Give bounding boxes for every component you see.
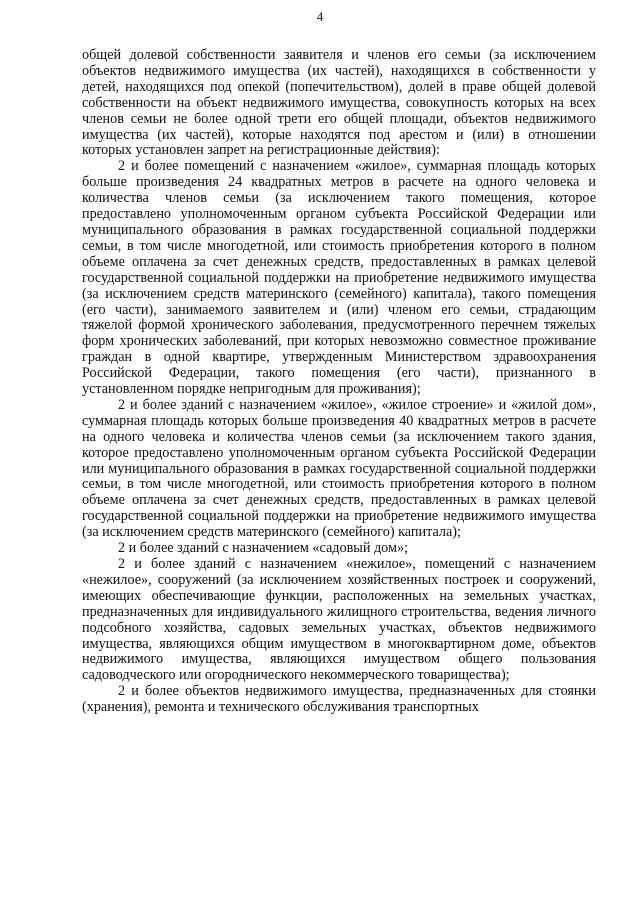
paragraph-intro-continuation: общей долевой собственности заявителя и членов его семьи (за исключением объектов недвижимого имущества (их частей), находящихся в собственности у детей, находящихся под опекой (попечительством), долей в праве общей долевой собственности на объект недвижимого имущества, совокупность которых на всех членов семьи не более одной трети его общей площади, объектов недвижимого имущества (их частей), которые находятся под арестом и (или) в отношении которых установлен запрет на регистрационные действия): (82, 47, 596, 159)
paragraph-non-residential: 2 и более зданий с назначением «нежилое», помещений с назначением «нежилое», сооружений (за исключением хозяйственных построек и сооружений, имеющих обеспечивающие функции, расположенных на земельных участках, предназначенных для индивидуального жилищного строительства, ведения личного подсобного хозяйства, садовых земельных участках, объектов недвижимого имущества, являющихся общим имуществом в многоквартирном доме, объектов недвижимого имущества, являющихся имуществом общего пользования садоводческого или огороднического некоммерческого товарищества); (82, 556, 596, 684)
page-number: 4 (316, 9, 324, 24)
paragraph-residential-premises: 2 и более помещений с назначением «жилое», суммарная площадь которых больше произведения 24 квадратных метров в расчете на одного человека и количества членов семьи (за исключением такого помещения, которое предоставлено уполномоченным органом субъекта Российской Федерации или муниципального образования в рамках государственной социальной поддержки семьи, в том числе многодетной, или стоимость приобретения которого в полном объеме оплачена за счет денежных средств, предоставленных в рамках целевой государственной социальной поддержки на приобретение недвижимого имущества (за исключением средств материнского (семейного) капитала), такого помещения (его части), занимаемого заявителем и (или) членом его семьи, страдающим тяжелой формой хронического заболевания, предусмотренного перечнем тяжелых форм хронических заболеваний, при которых невозможно совместное проживание граждан в одной квартире, утвержденным Министерством здравоохранения Российской Федерации, такого помещения (его части), признанного в установленном порядке непригодным для проживания); (82, 158, 596, 398)
paragraph-garden-houses: 2 и более зданий с назначением «садовый дом»; (118, 540, 409, 557)
document-body (82, 48, 596, 716)
paragraph-residential-buildings: 2 и более зданий с назначением «жилое», «жилое строение» и «жилой дом», суммарная площадь которых больше произведения 40 квадратных метров в расчете на одного человека и количества членов семьи (за исключением такого здания, которое предоставлено уполномоченным органом субъекта Российской Федерации или муниципального образования в рамках государственной социальной поддержки семьи, в том числе многодетной, или стоимость приобретения которого в полном объеме оплачена за счет денежных средств, предоставленных в рамках целевой государственной социальной поддержки на приобретение недвижимого имущества (за исключением средств материнского (семейного) капитала); (82, 396, 596, 541)
paragraph-vehicle-storage: 2 и более объектов недвижимого имущества, предназначенных для стоянки (хранения), ремонта и технического обслуживания транспортных (82, 683, 596, 716)
